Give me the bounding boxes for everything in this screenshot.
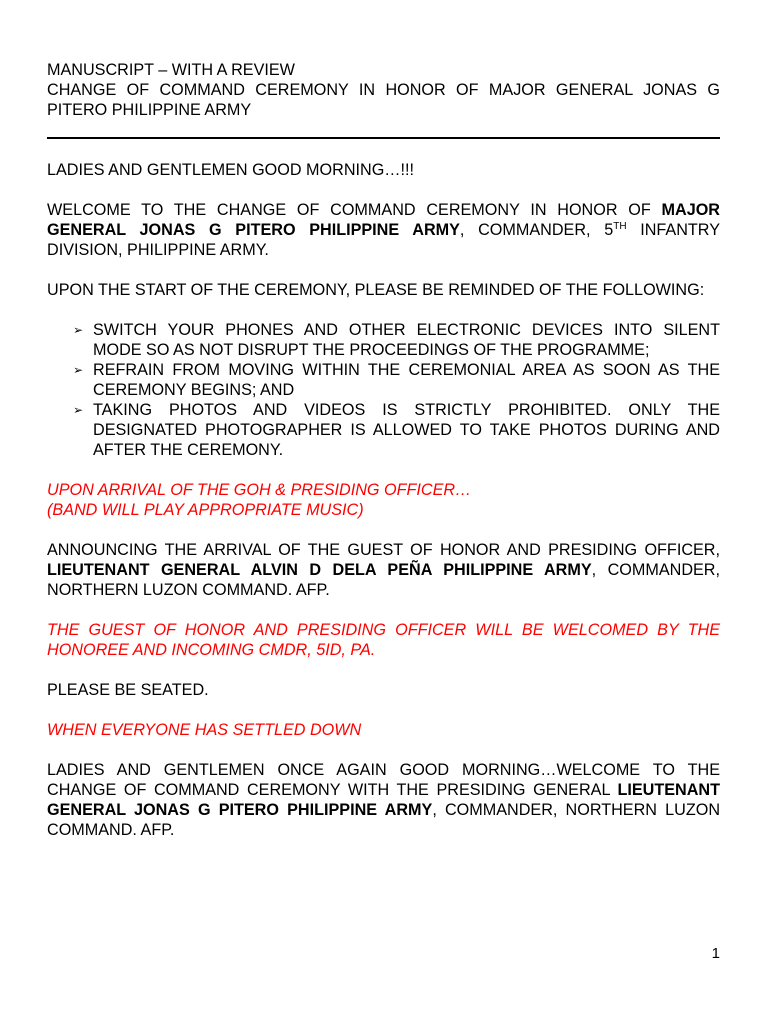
- guest-of-honor-name: LIEUTENANT GENERAL ALVIN D DELA PEÑA PHILIPPINE ARMY: [47, 561, 592, 579]
- header-divider: [47, 137, 720, 139]
- reminder-text: SWITCH YOUR PHONES AND OTHER ELECTRONIC DEVICES INTO SILENT MODE SO AS NOT DISRUPT THE PROCEEDINGS OF THE PROGRAMME;: [93, 321, 720, 359]
- ordinal-suffix: TH: [613, 221, 627, 232]
- arrow-bullet-icon: ➢: [73, 323, 84, 337]
- list-item: [73, 360, 720, 400]
- arrow-bullet-icon: ➢: [73, 363, 84, 377]
- welcome-text-post: INFANTRY DIVISION, PHILIPPINE ARMY.: [47, 221, 721, 259]
- reminder-intro: UPON THE START OF THE CEREMONY, PLEASE BE REMINDED OF THE FOLLOWING:: [47, 281, 705, 299]
- list-item: [73, 320, 720, 360]
- greeting: LADIES AND GENTLEMEN GOOD MORNING…!!!: [47, 161, 414, 179]
- honoree-name: MAJOR GENERAL JONAS G PITERO PHILIPPINE ARMY: [47, 201, 720, 239]
- reminder-list: [47, 320, 720, 460]
- again-paragraph: [47, 760, 720, 840]
- again-text-post: , COMMANDER, NORTHERN LUZON COMMAND. AFP.: [47, 801, 721, 839]
- document-body: [47, 60, 720, 840]
- arrow-bullet-icon: ➢: [73, 403, 84, 417]
- announce-text-post: , COMMANDER, NORTHERN LUZON COMMAND. AFP.: [47, 561, 720, 599]
- announce-paragraph: [47, 540, 720, 600]
- again-text-pre: LADIES AND GENTLEMEN ONCE AGAIN GOOD MORNING…WELCOME TO THE CHANGE OF COMMAND CEREMONY WITH THE PRESIDING GENERAL: [47, 761, 720, 799]
- cue-arrival-line-1: UPON ARRIVAL OF THE GOH & PRESIDING OFFICER…: [47, 481, 472, 499]
- presiding-general-name: LIEUTENANT GENERAL JONAS G PITERO PHILIPPINE ARMY: [47, 781, 720, 819]
- seated-line: PLEASE BE SEATED.: [47, 681, 209, 699]
- welcome-text-mid: , COMMANDER, 5: [459, 221, 614, 239]
- header-line-1: MANUSCRIPT – WITH A REVIEW: [47, 61, 295, 79]
- reminder-text: REFRAIN FROM MOVING WITHIN THE CEREMONIAL AREA AS SOON AS THE CEREMONY BEGINS; AND: [93, 361, 720, 399]
- welcome-paragraph: [47, 200, 720, 260]
- cue-arrival-line-2: (BAND WILL PLAY APPROPRIATE MUSIC): [47, 501, 364, 519]
- cue-settled: WHEN EVERYONE HAS SETTLED DOWN: [47, 721, 362, 739]
- reminder-text: TAKING PHOTOS AND VIDEOS IS STRICTLY PROHIBITED. ONLY THE DESIGNATED PHOTOGRAPHER IS ALLOWED TO TAKE PHOTOS DURING AND AFTER THE CEREMONY.: [93, 401, 720, 459]
- announce-text-pre: ANNOUNCING THE ARRIVAL OF THE GUEST OF HONOR AND PRESIDING OFFICER,: [47, 541, 720, 559]
- list-item: [73, 400, 720, 460]
- page-number: 1: [711, 945, 720, 962]
- header-line-2: CHANGE OF COMMAND CEREMONY IN HONOR OF MAJOR GENERAL JONAS G PITERO PHILIPPINE ARMY: [47, 81, 720, 119]
- welcome-text-pre: WELCOME TO THE CHANGE OF COMMAND CEREMONY IN HONOR OF: [47, 201, 662, 219]
- cue-welcome: THE GUEST OF HONOR AND PRESIDING OFFICER WILL BE WELCOMED BY THE HONOREE AND INCOMING CMDR, 5ID, PA.: [47, 621, 720, 659]
